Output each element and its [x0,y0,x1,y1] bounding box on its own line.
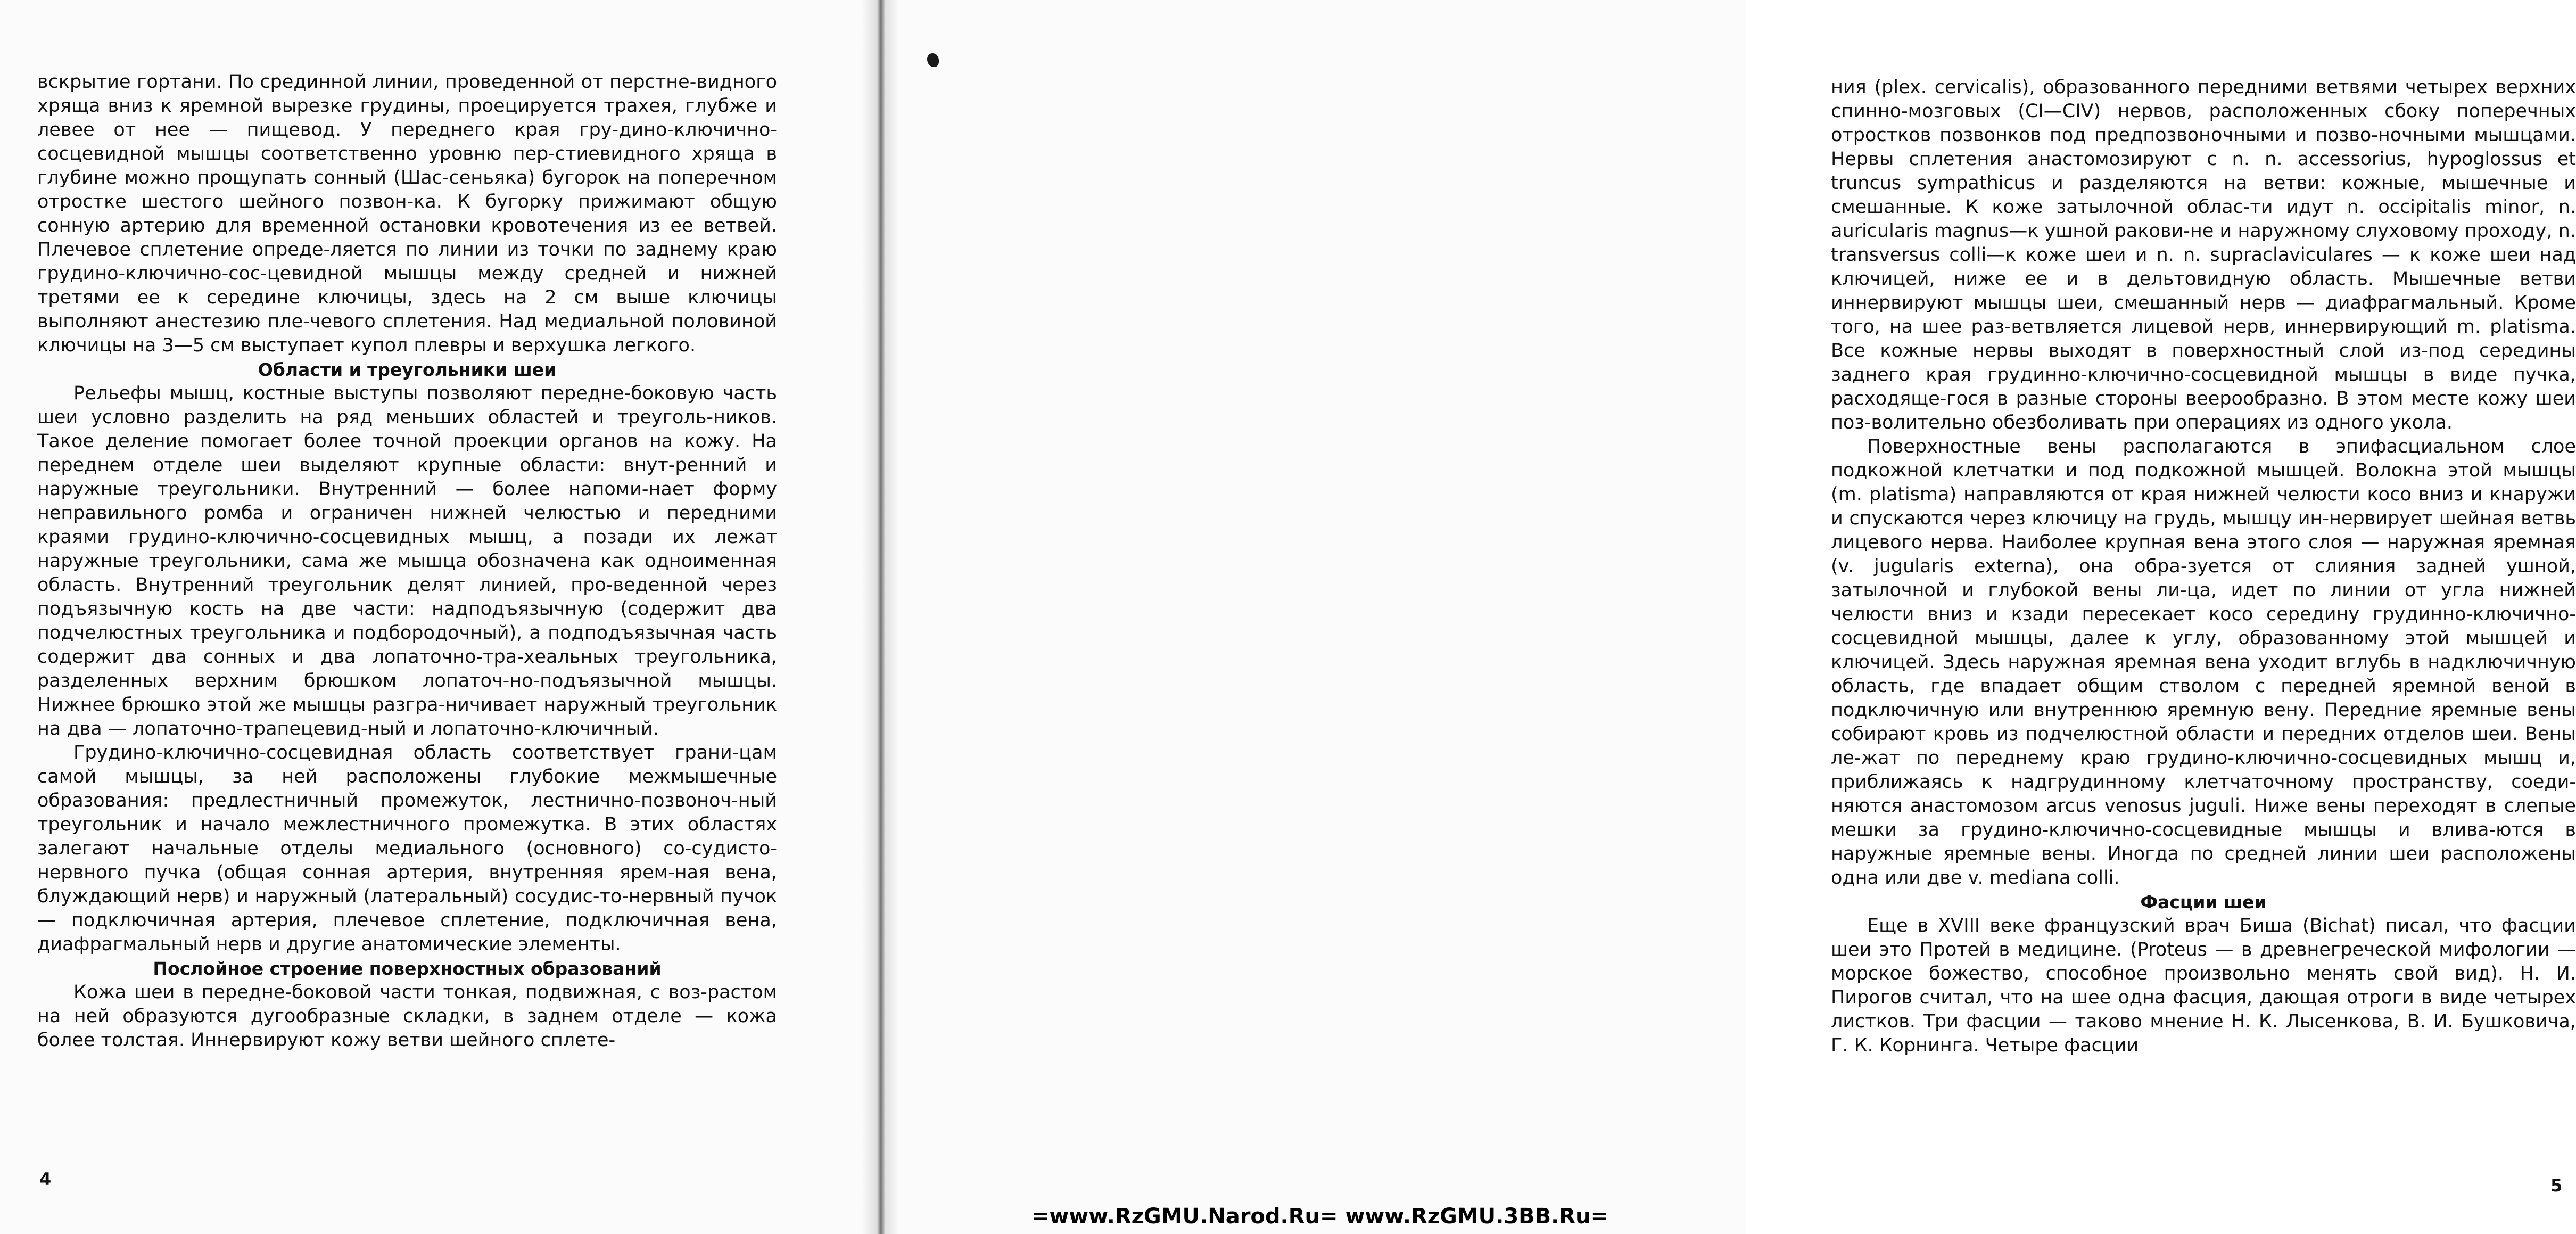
ink-smudge-mark [927,53,939,67]
left-page [0,0,873,1234]
right-text-column [1831,76,2576,1058]
page-number-right: 5 [2550,1175,2563,1196]
heading-neck-regions-triangles: Области и треугольники шеи [258,359,557,380]
heading-layered-structure: Послойное строение поверхностных образований [153,958,662,979]
left-paragraph-2: Рельефы мышц, костные выступы позволяют передне-боковую часть шеи условно разделить на ряд меньших областей и треуголь-ников. Такое деление помогает более точной проекции органов на кожу. На переднем отделе шеи выделяют крупные области: внут-ренний и наружные треугольники. Внутренний — более напоми-нает форму неправильного ромба и ограничен нижней челюстью и передними краями грудино-ключично-сосцевидных мышц, а позади их лежат наружные треугольники, сама же мышца обозначена как одноименная область. Внутренний треугольник делят линией, про-веденной через подъязычную кость на две части: надподъязычную (содержит два подчелюстных треугольника и подбородочный), а подподъязычная часть содержит два сонных и два лопаточно-тра-хеальных треугольника, разделенных верхним брюшком лопаточ-но-подъязычной мышцы. Нижнее брюшко этой же мышцы разгра-ничивает наружный треугольник на два — лопаточно-трапецевид-ный и лопаточно-ключичный. [37,383,777,739]
right-paragraph-continued: ния (plex. cervicalis), образованного передними ветвями четырех верхних спинно-мозговых (CI—CIV) нервов, расположенных сбоку поперечных отростков позвонков под предпозвоночными и позво-ночными мышцами. Нервы сплетения анастомозируют с n. n. accessorius, hypoglossus et truncus sympathicus и разделяются на ветви: кожные, мышечные и смешанные. К коже затылочной облас-ти идут n. occipitalis minor, n. auricularis magnus—к ушной ракови-не и наружному слуховому проходу, n. transversus colli—к коже шеи и n. n. supraclaviculares — к коже шеи над ключицей, ниже ее и в дельтовидную область. Мышечные ветви иннервируют мышцы шеи, смешанный нерв — диафрагмальный. Кроме того, на шее раз-ветвляется лицевой нерв, иннервирующий m. platisma. Все кожные нервы выходят в поверхностный слой из-под середины заднего края грудинно-ключично-сосцевидной мышцы в виде пучка, расходяще-гося в разные стороны веерообразно. В этом месте кожу шеи поз-волительно обезболивать при операциях из одного укола. [1831,77,2576,433]
left-paragraph-4: Кожа шеи в передне-боковой части тонкая, подвижная, с воз-растом на ней образуются дугообразные складки, в заднем отделе — кожа более толстая. Иннервируют кожу ветви шейного сплете- [37,982,777,1051]
right-page [873,0,2576,1234]
book-gutter-shadow [862,0,899,1234]
left-text-column [37,70,777,1052]
heading-neck-fasciae: Фасции шеи [2140,892,2267,912]
footer-watermark: =www.RzGMU.Narod.Ru= www.RzGMU.3BB.Ru= [1031,1204,1609,1229]
right-paragraph-2: Поверхностные вены располагаются в эпифасциальном слое подкожной клетчатки и под подкожной мышцей. Волокна этой мышцы (m. platisma) направляются от края нижней челюсти косо вниз и кнаружи и спускаются через ключицу на грудь, мышцу ин-нервирует шейная ветвь лицевого нерва. Наиболее крупная вена этого слоя — наружная яремная (v. jugularis externa), она обра-зуется от слияния задней ушной, затылочной и глубокой вены ли-ца, идет по линии от угла нижней челюсти вниз и кзади пересекает косо середину грудинно-ключично-сосцевидной мышцы, далее к углу, образованному этой мышцей и ключицей. Здесь наружная яремная вена уходит вглубь в надключичную область, где впадает общим стволом с передней яремной веной в подключичную или внутреннюю яремную вену. Передние яремные вены собирают кровь из подчелюстной области и передних отделов шеи. Вены ле-жат по переднему краю грудино-ключично-сосцевидных мышц и, приближаясь к надгрудинному клетчаточному пространству, соеди-няются анастомозом arcus venosus juguli. Ниже вены переходят в слепые мешки за грудино-ключично-сосцевидные мышцы и влива-ются в наружные яремные вены. Иногда по средней линии шеи расположены одна или две v. mediana colli. [1831,436,2576,889]
page-number-left: 4 [39,1169,52,1189]
left-paragraph-3: Грудино-ключично-сосцевидная область соответствует грани-цам самой мышцы, за ней расположены глубокие межмышечные образования: предлестничный промежуток, лестнично-позвоноч-ный треугольник и начало межлестничного промежутка. В этих областях залегают начальные отделы медиального (основного) со-судисто-нервного пучка (общая сонная артерия, внутренняя ярем-ная вена, блуждающий нерв) и наружный (латеральный) сосудис-то-нервный пучок — подключичная артерия, плечевое сплетение, подключичная вена, диафрагмальный нерв и другие анатомические элементы. [37,742,777,955]
right-paragraph-3: Еще в XVIII веке французский врач Биша (Bichat) писал, что фасции шеи это Протей в медицине. (Proteus — в древнегреческой мифологии — морское божество, способное произвольно менять свой вид). Н. И. Пирогов считал, что на шее одна фасция, дающая отроги в виде четырех листков. Три фасции — таково мнение Н. К. Лысенкова, В. И. Бушковича, Г. К. Корнинга. Четыре фасции [1831,915,2576,1056]
left-paragraph-continued: вскрытие гортани. По срединной линии, проведенной от перстне-видного хряща вниз к яремной вырезке грудины, проецируется трахея, глубже и левее от нее — пищевод. У переднего края гру-дино-ключично-сосцевидной мышцы соответственно уровню пер-стиевидного хряща в глубине можно прощупать сонный (Шас-сеньяка) бугорок на поперечном отростке шестого шейного позвон-ка. К бугорку прижимают общую сонную артерию для временной остановки кровотечения из ее ветвей. Плечевое сплетение опреде-ляется по линии из точки по заднему краю грудино-ключично-сос-цевидной мышцы между средней и нижней третями ее к середине ключицы, здесь на 2 см выше ключицы выполняют анестезию пле-чевого сплетения. Над медиальной половиной ключицы на 3—5 см выступает купол плевры и верхушка легкого. [37,71,777,356]
